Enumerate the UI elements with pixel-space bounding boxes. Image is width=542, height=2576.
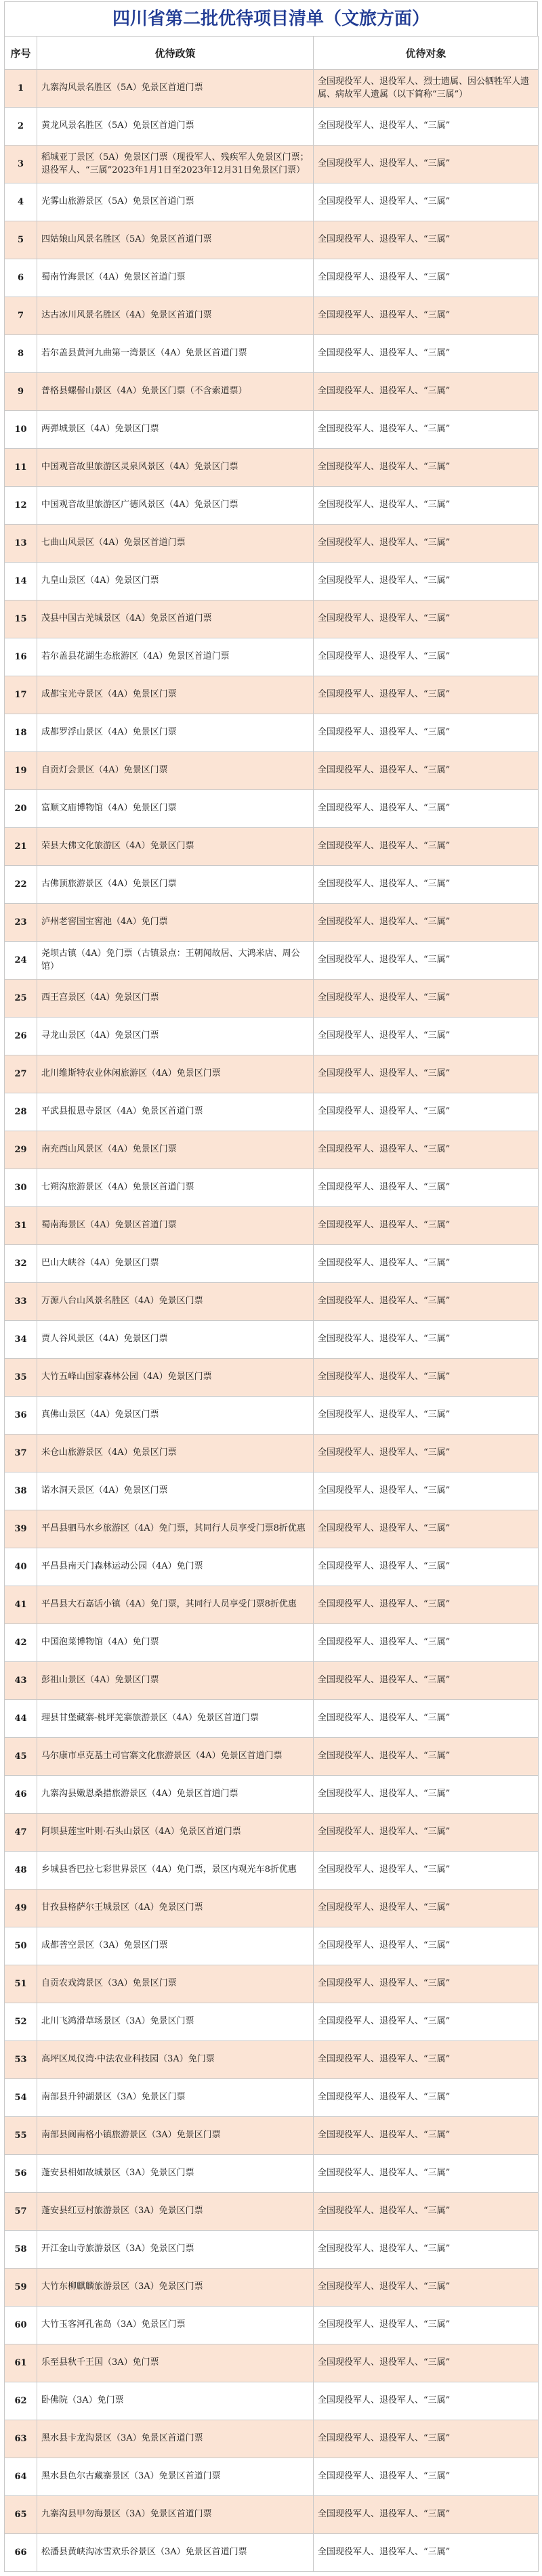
row-number: 23	[5, 904, 37, 942]
row-policy: 平昌县驷马水乡旅游区（4A）免门票，其同行人员享受门票8折优惠	[37, 1510, 314, 1548]
table-row	[5, 2079, 539, 2117]
table-row	[5, 1018, 539, 1055]
row-policy: 九寨沟县甲勿海景区（3A）免景区首道门票	[37, 2496, 314, 2534]
table-row	[5, 1321, 539, 1359]
page-title: 四川省第二批优待项目清单（文旅方面）	[4, 1, 538, 36]
row-number: 28	[5, 1093, 37, 1131]
row-policy: 彭祖山景区（4A）免景区门票	[37, 1662, 314, 1700]
row-policy: 蜀南竹海景区（4A）免景区首道门票	[37, 259, 314, 297]
table-row	[5, 335, 539, 373]
row-target: 全国现役军人、退役军人、“三属”	[314, 1245, 539, 1283]
row-policy: 卧佛院（3A）免门票	[37, 2382, 314, 2420]
table-row	[5, 2420, 539, 2458]
row-target: 全国现役军人、退役军人、“三属”	[314, 904, 539, 942]
row-policy: 若尔盖县黄河九曲第一湾景区（4A）免景区首道门票	[37, 335, 314, 373]
row-target: 全国现役军人、退役军人、“三属”	[314, 1359, 539, 1397]
row-target: 全国现役军人、退役军人、“三属”	[314, 449, 539, 487]
row-target: 全国现役军人、退役军人、“三属”	[314, 183, 539, 221]
row-target: 全国现役军人、退役军人、“三属”	[314, 2193, 539, 2231]
row-policy: 黑水县卡龙沟景区（3A）免景区首道门票	[37, 2420, 314, 2458]
row-target: 全国现役军人、退役军人、“三属”	[314, 638, 539, 676]
row-number: 50	[5, 1927, 37, 1965]
table-row	[5, 2382, 539, 2420]
row-policy: 马尔康市卓克基土司官寨文化旅游景区（4A）免景区首道门票	[37, 1738, 314, 1776]
row-number: 41	[5, 1586, 37, 1624]
row-number: 39	[5, 1510, 37, 1548]
row-target: 全国现役军人、退役军人、“三属”	[314, 1890, 539, 1927]
row-number: 2	[5, 108, 37, 146]
row-target: 全国现役军人、退役军人、“三属”	[314, 752, 539, 790]
row-policy: 万源八台山风景名胜区（4A）免景区门票	[37, 1283, 314, 1321]
row-number: 60	[5, 2307, 37, 2344]
row-policy: 九寨沟县嫩恩桑措旅游景区（4A）免景区首道门票	[37, 1776, 314, 1814]
row-number: 26	[5, 1018, 37, 1055]
table-row	[5, 1927, 539, 1965]
row-number: 61	[5, 2344, 37, 2382]
row-target: 全国现役军人、退役军人、烈士遗属、因公牺牲军人遗属、病故军人遗属（以下简称“三属”）	[314, 70, 539, 108]
table-row	[5, 2003, 539, 2041]
table-row	[5, 1965, 539, 2003]
row-target: 全国现役军人、退役军人、“三属”	[314, 2307, 539, 2344]
row-target: 全国现役军人、退役军人、“三属”	[314, 1283, 539, 1321]
header-no: 序号	[5, 37, 37, 70]
table-row	[5, 1700, 539, 1738]
row-target: 全国现役军人、退役军人、“三属”	[314, 1700, 539, 1738]
row-policy: 七曲山风景区（4A）免景区首道门票	[37, 525, 314, 563]
table-row	[5, 1359, 539, 1397]
row-number: 8	[5, 335, 37, 373]
row-target: 全国现役军人、退役军人、“三属”	[314, 828, 539, 866]
row-number: 63	[5, 2420, 37, 2458]
row-target: 全国现役军人、退役军人、“三属”	[314, 790, 539, 828]
row-policy: 北川飞鸿滑草场景区（3A）免景区门票	[37, 2003, 314, 2041]
row-target: 全国现役军人、退役军人、“三属”	[314, 2496, 539, 2534]
row-number: 3	[5, 146, 37, 183]
header-policy: 优待政策	[37, 37, 314, 70]
row-number: 37	[5, 1435, 37, 1472]
row-number: 18	[5, 714, 37, 752]
row-target: 全国现役军人、退役军人、“三属”	[314, 2534, 539, 2572]
table-row	[5, 1245, 539, 1283]
row-policy: 乡城县香巴拉七彩世界景区（4A）免门票，景区内观光车8折优惠	[37, 1852, 314, 1890]
table-row	[5, 1283, 539, 1321]
table-row	[5, 904, 539, 942]
row-number: 11	[5, 449, 37, 487]
row-policy: 成都罗浮山景区（4A）免景区门票	[37, 714, 314, 752]
table-row	[5, 183, 539, 221]
row-policy: 南充西山风景区（4A）免景区门票	[37, 1131, 314, 1169]
table-row	[5, 2496, 539, 2534]
row-number: 20	[5, 790, 37, 828]
table-row	[5, 1093, 539, 1131]
header-target: 优待对象	[314, 37, 539, 70]
table-row	[5, 221, 539, 259]
row-target: 全国现役军人、退役军人、“三属”	[314, 866, 539, 904]
table-row	[5, 1397, 539, 1435]
table-row	[5, 1586, 539, 1624]
row-target: 全国现役军人、退役军人、“三属”	[314, 942, 539, 980]
row-number: 27	[5, 1055, 37, 1093]
row-number: 6	[5, 259, 37, 297]
table-row	[5, 2458, 539, 2496]
row-target: 全国现役军人、退役军人、“三属”	[314, 1321, 539, 1359]
row-number: 58	[5, 2231, 37, 2269]
row-number: 4	[5, 183, 37, 221]
table-row	[5, 449, 539, 487]
row-target: 全国现役军人、退役军人、“三属”	[314, 980, 539, 1018]
table-row	[5, 2193, 539, 2231]
row-policy: 泸州老窖国宝窖池（4A）免门票	[37, 904, 314, 942]
row-target: 全国现役军人、退役军人、“三属”	[314, 1586, 539, 1624]
table-row	[5, 297, 539, 335]
row-number: 16	[5, 638, 37, 676]
table-row	[5, 790, 539, 828]
row-policy: 贾人谷风景区（4A）免景区门票	[37, 1321, 314, 1359]
row-target: 全国现役军人、退役军人、“三属”	[314, 373, 539, 411]
row-number: 59	[5, 2269, 37, 2307]
row-number: 13	[5, 525, 37, 563]
row-policy: 开江金山寺旅游景区（3A）免景区门票	[37, 2231, 314, 2269]
table-row	[5, 1548, 539, 1586]
row-target: 全国现役军人、退役军人、“三属”	[314, 1397, 539, 1435]
table-row	[5, 2231, 539, 2269]
table-row	[5, 1624, 539, 1662]
table-row	[5, 1814, 539, 1852]
row-target: 全国现役军人、退役军人、“三属”	[314, 1510, 539, 1548]
table-row	[5, 1662, 539, 1700]
row-policy: 两弹城景区（4A）免景区门票	[37, 411, 314, 449]
row-policy: 松潘县黄峡沟冰雪欢乐谷景区（3A）免景区首道门票	[37, 2534, 314, 2572]
row-policy: 光雾山旅游景区（5A）免景区首道门票	[37, 183, 314, 221]
row-target: 全国现役军人、退役军人、“三属”	[314, 2382, 539, 2420]
row-number: 24	[5, 942, 37, 980]
row-policy: 大竹东柳麒麟旅游景区（3A）免景区门票	[37, 2269, 314, 2307]
row-target: 全国现役军人、退役军人、“三属”	[314, 487, 539, 525]
row-policy: 茂县中国古羌城景区（4A）免景区首道门票	[37, 601, 314, 638]
table-row	[5, 2041, 539, 2079]
row-number: 52	[5, 2003, 37, 2041]
row-policy: 黄龙风景名胜区（5A）免景区首道门票	[37, 108, 314, 146]
row-policy: 巴山大峡谷（4A）免景区门票	[37, 1245, 314, 1283]
row-policy: 若尔盖县花湖生态旅游区（4A）免景区首道门票	[37, 638, 314, 676]
row-policy: 南部县升钟湖景区（3A）免景区门票	[37, 2079, 314, 2117]
row-policy: 乐至县秋千王国（3A）免门票	[37, 2344, 314, 2382]
row-policy: 富顺文庙博物馆（4A）免景区门票	[37, 790, 314, 828]
table-row	[5, 866, 539, 904]
row-number: 49	[5, 1890, 37, 1927]
row-policy: 九皇山景区（4A）免景区门票	[37, 563, 314, 601]
table-row	[5, 2344, 539, 2382]
table-row	[5, 1776, 539, 1814]
row-number: 21	[5, 828, 37, 866]
row-number: 32	[5, 1245, 37, 1283]
row-target: 全国现役军人、退役军人、“三属”	[314, 1472, 539, 1510]
row-policy: 大竹玉客河孔雀岛（3A）免景区门票	[37, 2307, 314, 2344]
table-row	[5, 1207, 539, 1245]
row-number: 62	[5, 2382, 37, 2420]
row-target: 全国现役军人、退役军人、“三属”	[314, 1738, 539, 1776]
benefit-table	[4, 36, 539, 2572]
row-policy: 平昌县大石嘉话小镇（4A）免门票，其同行人员享受门票8折优惠	[37, 1586, 314, 1624]
table-row	[5, 601, 539, 638]
row-number: 30	[5, 1169, 37, 1207]
table-row	[5, 828, 539, 866]
row-policy: 甘孜县格萨尔王城景区（4A）免景区门票	[37, 1890, 314, 1927]
row-number: 38	[5, 1472, 37, 1510]
row-target: 全国现役军人、退役军人、“三属”	[314, 2003, 539, 2041]
row-target: 全国现役军人、退役军人、“三属”	[314, 1207, 539, 1245]
table-row	[5, 714, 539, 752]
row-policy: 理县甘堡藏寨-桃坪羌寨旅游景区（4A）免景区首道门票	[37, 1700, 314, 1738]
table-row	[5, 1738, 539, 1776]
row-policy: 成都宝光寺景区（4A）免景区门票	[37, 676, 314, 714]
row-number: 7	[5, 297, 37, 335]
table-row	[5, 1055, 539, 1093]
row-number: 12	[5, 487, 37, 525]
row-policy: 米仓山旅游景区（4A）免景区门票	[37, 1435, 314, 1472]
row-number: 54	[5, 2079, 37, 2117]
row-target: 全国现役军人、退役军人、“三属”	[314, 1662, 539, 1700]
row-target: 全国现役军人、退役军人、“三属”	[314, 2155, 539, 2193]
table-row	[5, 146, 539, 183]
row-policy: 蓬安县相如故城景区（3A）免景区门票	[37, 2155, 314, 2193]
table-row	[5, 373, 539, 411]
row-policy: 中国泡菜博物馆（4A）免门票	[37, 1624, 314, 1662]
row-policy: 西王宫景区（4A）免景区门票	[37, 980, 314, 1018]
row-policy: 荣县大佛文化旅游区（4A）免景区门票	[37, 828, 314, 866]
row-policy: 四姑娘山风景名胜区（5A）免景区首道门票	[37, 221, 314, 259]
row-policy: 尧坝古镇（4A）免门票（古镇景点：王朝闻故居、大鸿米店、周公馆）	[37, 942, 314, 980]
row-number: 34	[5, 1321, 37, 1359]
table-row	[5, 1131, 539, 1169]
row-number: 57	[5, 2193, 37, 2231]
table-row	[5, 1472, 539, 1510]
table-row	[5, 1890, 539, 1927]
row-policy: 蜀南海景区（4A）免景区首道门票	[37, 1207, 314, 1245]
row-number: 25	[5, 980, 37, 1018]
row-target: 全国现役军人、退役军人、“三属”	[314, 259, 539, 297]
row-target: 全国现役军人、退役军人、“三属”	[314, 2458, 539, 2496]
table-row	[5, 2534, 539, 2572]
row-policy: 阿坝县莲宝叶则·石头山景区（4A）免景区首道门票	[37, 1814, 314, 1852]
row-target: 全国现役军人、退役军人、“三属”	[314, 525, 539, 563]
row-number: 64	[5, 2458, 37, 2496]
row-policy: 中国观音故里旅游区广德风景区（4A）免景区门票	[37, 487, 314, 525]
row-policy: 自贡农戏湾景区（3A）免景区门票	[37, 1965, 314, 2003]
row-policy: 普格县螺髻山景区（4A）免景区门票（不含索道票）	[37, 373, 314, 411]
table-row	[5, 638, 539, 676]
table-row	[5, 676, 539, 714]
table-row	[5, 1435, 539, 1472]
table-row	[5, 411, 539, 449]
row-number: 45	[5, 1738, 37, 1776]
row-target: 全国现役军人、退役军人、“三属”	[314, 1548, 539, 1586]
row-policy: 诺水洞天景区（4A）免景区门票	[37, 1472, 314, 1510]
row-policy: 寻龙山景区（4A）免景区门票	[37, 1018, 314, 1055]
row-number: 65	[5, 2496, 37, 2534]
table-row	[5, 108, 539, 146]
row-number: 55	[5, 2117, 37, 2155]
row-number: 29	[5, 1131, 37, 1169]
row-number: 46	[5, 1776, 37, 1814]
table-row	[5, 487, 539, 525]
row-policy: 七朔沟旅游景区（4A）免景区首道门票	[37, 1169, 314, 1207]
row-target: 全国现役军人、退役军人、“三属”	[314, 563, 539, 601]
table-body	[5, 70, 539, 2572]
row-policy: 黑水县色尔古藏寨景区（3A）免景区首道门票	[37, 2458, 314, 2496]
row-policy: 平昌县南天门森林运动公园（4A）免门票	[37, 1548, 314, 1586]
row-number: 51	[5, 1965, 37, 2003]
row-number: 22	[5, 866, 37, 904]
table-row	[5, 525, 539, 563]
row-policy: 达古冰川风景名胜区（4A）免景区首道门票	[37, 297, 314, 335]
table-row	[5, 942, 539, 980]
row-target: 全国现役军人、退役军人、“三属”	[314, 1852, 539, 1890]
table-row	[5, 2307, 539, 2344]
table-header-row	[5, 37, 539, 70]
row-policy: 真佛山景区（4A）免景区门票	[37, 1397, 314, 1435]
row-policy: 自贡灯会景区（4A）免景区门票	[37, 752, 314, 790]
row-number: 35	[5, 1359, 37, 1397]
row-policy: 蓬安县红豆村旅游景区（3A）免景区门票	[37, 2193, 314, 2231]
row-number: 1	[5, 70, 37, 108]
row-policy: 大竹五峰山国家森林公园（4A）免景区门票	[37, 1359, 314, 1397]
row-target: 全国现役军人、退役军人、“三属”	[314, 1435, 539, 1472]
row-number: 17	[5, 676, 37, 714]
row-policy: 九寨沟风景名胜区（5A）免景区首道门票	[37, 70, 314, 108]
row-number: 40	[5, 1548, 37, 1586]
row-number: 5	[5, 221, 37, 259]
row-target: 全国现役军人、退役军人、“三属”	[314, 411, 539, 449]
table-row	[5, 563, 539, 601]
row-target: 全国现役军人、退役军人、“三属”	[314, 1018, 539, 1055]
row-target: 全国现役军人、退役军人、“三属”	[314, 221, 539, 259]
table-row	[5, 1852, 539, 1890]
row-number: 31	[5, 1207, 37, 1245]
row-target: 全国现役军人、退役军人、“三属”	[314, 1814, 539, 1852]
row-number: 44	[5, 1700, 37, 1738]
table-row	[5, 70, 539, 108]
row-target: 全国现役军人、退役军人、“三属”	[314, 1131, 539, 1169]
row-policy: 南部县阆南格小镇旅游景区（3A）免景区门票	[37, 2117, 314, 2155]
table-row	[5, 2117, 539, 2155]
row-target: 全国现役军人、退役军人、“三属”	[314, 1927, 539, 1965]
row-policy: 平武县报恩寺景区（4A）免景区首道门票	[37, 1093, 314, 1131]
row-number: 42	[5, 1624, 37, 1662]
table-row	[5, 2269, 539, 2307]
row-number: 66	[5, 2534, 37, 2572]
row-target: 全国现役军人、退役军人、“三属”	[314, 2420, 539, 2458]
row-number: 48	[5, 1852, 37, 1890]
row-target: 全国现役军人、退役军人、“三属”	[314, 297, 539, 335]
row-policy: 北川维斯特农业休闲旅游区（4A）免景区门票	[37, 1055, 314, 1093]
row-policy: 稻城亚丁景区（5A）免景区门票（现役军人、残疾军人免景区门票；退役军人、“三属”2023年1月1日至2023年12月31日免景区门票）	[37, 146, 314, 183]
table-row	[5, 1510, 539, 1548]
row-policy: 成都菩空景区（3A）免景区门票	[37, 1927, 314, 1965]
row-number: 47	[5, 1814, 37, 1852]
table-row	[5, 2155, 539, 2193]
row-target: 全国现役军人、退役军人、“三属”	[314, 601, 539, 638]
row-target: 全国现役军人、退役军人、“三属”	[314, 2269, 539, 2307]
row-target: 全国现役军人、退役军人、“三属”	[314, 146, 539, 183]
row-target: 全国现役军人、退役军人、“三属”	[314, 2041, 539, 2079]
row-number: 56	[5, 2155, 37, 2193]
row-target: 全国现役军人、退役军人、“三属”	[314, 1624, 539, 1662]
row-target: 全国现役军人、退役军人、“三属”	[314, 2079, 539, 2117]
table-row	[5, 752, 539, 790]
row-number: 43	[5, 1662, 37, 1700]
row-target: 全国现役军人、退役军人、“三属”	[314, 108, 539, 146]
row-number: 33	[5, 1283, 37, 1321]
row-number: 14	[5, 563, 37, 601]
row-target: 全国现役军人、退役军人、“三属”	[314, 2231, 539, 2269]
row-target: 全国现役军人、退役军人、“三属”	[314, 2344, 539, 2382]
row-target: 全国现役军人、退役军人、“三属”	[314, 676, 539, 714]
table-row	[5, 1169, 539, 1207]
table-row	[5, 259, 539, 297]
row-policy: 古佛顶旅游景区（4A）免景区门票	[37, 866, 314, 904]
row-number: 53	[5, 2041, 37, 2079]
row-policy: 高坪区凤仪湾·中法农业科技园（3A）免门票	[37, 2041, 314, 2079]
row-target: 全国现役军人、退役军人、“三属”	[314, 1169, 539, 1207]
row-number: 19	[5, 752, 37, 790]
row-target: 全国现役军人、退役军人、“三属”	[314, 1965, 539, 2003]
row-number: 9	[5, 373, 37, 411]
row-target: 全国现役军人、退役军人、“三属”	[314, 714, 539, 752]
row-target: 全国现役军人、退役军人、“三属”	[314, 1776, 539, 1814]
row-target: 全国现役军人、退役军人、“三属”	[314, 2117, 539, 2155]
row-number: 10	[5, 411, 37, 449]
row-number: 15	[5, 601, 37, 638]
table-row	[5, 980, 539, 1018]
row-number: 36	[5, 1397, 37, 1435]
row-target: 全国现役军人、退役军人、“三属”	[314, 1055, 539, 1093]
row-target: 全国现役军人、退役军人、“三属”	[314, 335, 539, 373]
row-policy: 中国观音故里旅游区灵泉风景区（4A）免景区门票	[37, 449, 314, 487]
row-target: 全国现役军人、退役军人、“三属”	[314, 1093, 539, 1131]
